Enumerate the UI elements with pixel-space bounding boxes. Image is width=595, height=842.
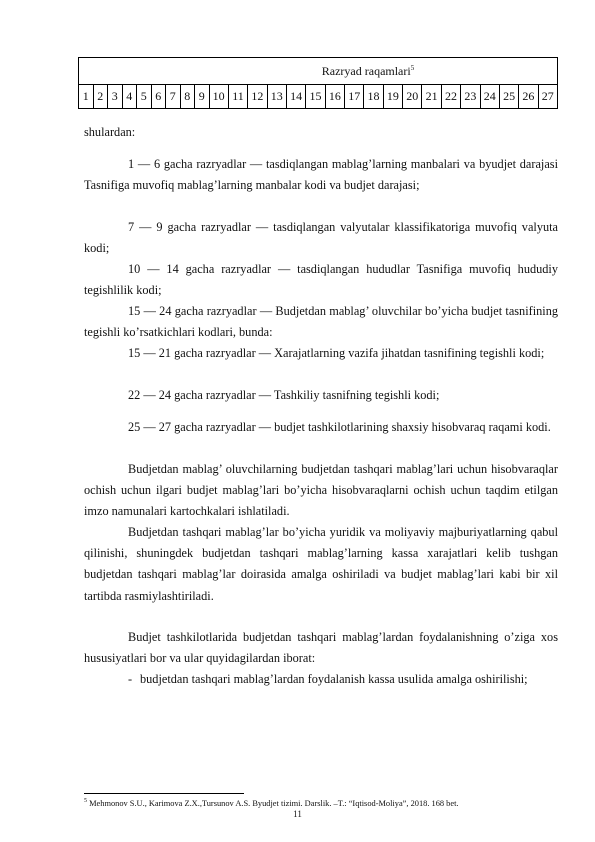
page-number: 11 [293,809,302,819]
digit-cell: 21 [422,85,441,108]
paragraph-features: Budjet tashkilotlarida budjetdan tashqari mablag’lardan foydalanishning o’ziga xos hususiyatlari bor va ular quyidagilardan iborat: [84,630,558,666]
digit-cell: 23 [461,85,480,108]
digit-cell: 25 [500,85,519,108]
list-item-text: budjetdan tashqari mablag’lardan foydalanish kassa usulida amalga oshirilishi; [140,672,528,686]
paragraph-10-14: 10 — 14 gacha razryadlar — tasdiqlangan hududlar Tasnifiga muvofiq hududiy tegishlilik kodi; [84,262,558,298]
table-caption [79,58,557,85]
digit-cell: 9 [195,85,210,108]
paragraph-25-27: 25 — 27 gacha razryadlar — budjet tashkilotlarining shaxsiy hisobvaraq raqami kodi. [128,420,551,434]
paragraph-15-24: 15 — 24 gacha razryadlar — Budjetdan mablag’ oluvchilar bo’yicha budjet tasnifining tegishli ko’rsatkichlari kodlari, bunda: [84,304,558,340]
digit-cell: 4 [123,85,138,108]
paragraph-shulardan: shulardan: [84,125,136,139]
digit-cell: 19 [384,85,403,108]
digit-cell: 18 [364,85,383,108]
digit-cell: 13 [268,85,287,108]
footnote-number: 5 [84,798,87,804]
table-caption-text: Razryad raqamlari [321,64,411,78]
paragraph-signature-cards: Budjetdan mablag’ oluvchilarning budjetdan tashqari mablag’lari uchun hisobvaraqlar ochish uchun ilgari budjet mablag’lari bo’yicha hisobvaraqlarni ochish uchun taqdim etilgan imzo namunalari kartochkalari ishlatiladi. [84,462,558,519]
paragraph-obligations: Budjetdan tashqari mablag’lar bo’yicha yuridik va moliyaviy majburiyatlarning qabul qilinishi, shuningdek budjetdan tashqari mablag’larning kassa xarajatlari kelib tushgan budjetdan tashqari mablag’lar doirasida amalga oshiriladi va budjet mablag’lari kabi bir xil tartibda rasmiylashtiriladi. [84,525,558,603]
digit-cell: 10 [210,85,229,108]
digit-cell: 1 [79,85,94,108]
paragraph-1-6: 1 — 6 gacha razryadlar — tasdiqlangan mablag’larning manbalari va byudjet darajasi Tasnifiga muvofiq mablag’larning manbalar kodi va budjet darajasi; [84,157,558,193]
paragraph-22-24: 22 — 24 gacha razryadlar — Tashkiliy tasnifning tegishli kodi; [128,388,440,402]
digit-row [79,85,557,108]
footnote [84,796,558,809]
digit-cell: 7 [166,85,181,108]
digit-cell: 16 [326,85,345,108]
digit-cell: 24 [481,85,500,108]
footnote-text: Mehmonov S.U., Karimova Z.X.,Tursunov A.S. Byudjet tizimi. Darslik. –T.: “Iqtisod-Moliya”, 2018. 168 bet. [89,798,459,808]
digit-cell: 17 [345,85,364,108]
digit-cell: 8 [181,85,196,108]
digit-cell: 22 [442,85,461,108]
paragraph-15-21: 15 — 21 gacha razryadlar — Xarajatlarning vazifa jihatdan tasnifining tegishli kodi; [128,346,545,360]
digit-cell: 11 [229,85,248,108]
footnote-divider [84,793,244,794]
list-item [84,669,558,690]
digit-cell: 14 [287,85,306,108]
digit-cell: 12 [248,85,267,108]
digit-cell: 5 [137,85,152,108]
footnote-ref: 5 [410,64,415,72]
digit-cell: 15 [306,85,325,108]
digit-cell: 27 [541,89,554,103]
digit-cell: 2 [94,85,109,108]
list-marker: - [128,672,133,686]
digit-cell: 6 [152,85,167,108]
digit-cell: 20 [403,85,422,108]
paragraph-7-9: 7 — 9 gacha razryadlar — tasdiqlangan valyutalar klassifikatoriga muvofiq valyuta kodi; [84,220,558,256]
razryad-table [78,57,558,109]
digit-cell: 3 [108,85,123,108]
digit-cell: 26 [519,85,538,108]
